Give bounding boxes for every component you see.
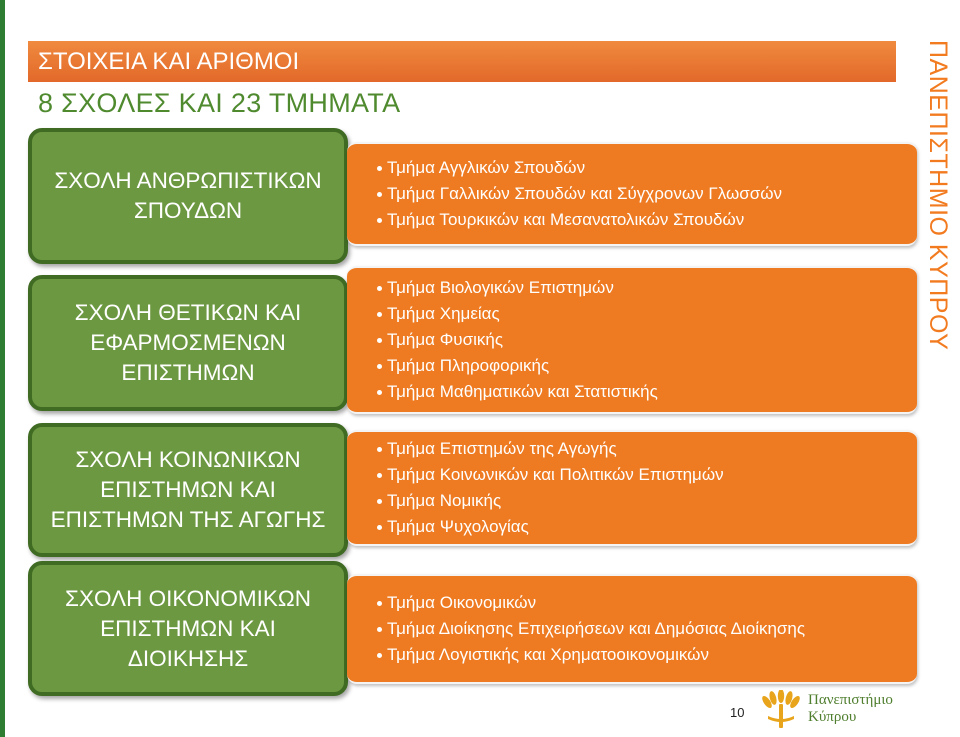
department-item: Τμήμα Βιολογικών Επιστημών xyxy=(377,275,917,301)
departments-box-social-sciences-education xyxy=(347,430,917,546)
page-title: ΣΤΟΙΧΕΙΑ ΚΑΙ ΑΡΙΘΜΟΙ xyxy=(38,48,300,75)
department-item: Τμήμα Τουρκικών και Μεσανατολικών Σπουδών xyxy=(377,207,917,233)
departments-box-humanities xyxy=(347,142,917,246)
school-box-social-sciences-education xyxy=(28,423,348,557)
department-item: Τμήμα Νομικής xyxy=(377,488,917,514)
school-name: ΣΧΟΛΗ ΟΙΚΟΝΟΜΙΚΩΝ ΕΠΙΣΤΗΜΩΝ ΚΑΙ ΔΙΟΙΚΗΣΗΣ xyxy=(65,585,311,671)
school-box-economics-management xyxy=(28,561,348,696)
departments-box-pure-applied-sciences xyxy=(347,266,917,414)
department-item: Τμήμα Ψυχολογίας xyxy=(377,514,917,540)
left-accent-strip xyxy=(0,0,5,737)
department-item: Τμήμα Πληροφορικής xyxy=(377,353,917,379)
department-item: Τμήμα Διοίκησης Επιχειρήσεων και Δημόσιας Διοίκησης xyxy=(377,616,917,642)
department-item: Τμήμα Επιστημών της Αγωγής xyxy=(377,436,917,462)
header-bar xyxy=(28,41,896,82)
university-vertical-title: ΠΑΝΕΠΙΣΤΗΜΙΟ ΚΥΠΡΟΥ xyxy=(924,40,952,351)
school-name: ΣΧΟΛΗ ΚΟΙΝΩΝΙΚΩΝ ΕΠΙΣΤΗΜΩΝ ΚΑΙ ΕΠΙΣΤΗΜΩΝ ΤΗΣ ΑΓΩΓΗΣ xyxy=(50,447,326,532)
university-logo xyxy=(758,690,958,732)
department-item: Τμήμα Λογιστικής και Χρηματοοικονομικών xyxy=(377,642,917,668)
department-item: Τμήμα Χημείας xyxy=(377,301,917,327)
school-box-pure-applied-sciences xyxy=(28,275,348,411)
page-number: 10 xyxy=(730,705,745,720)
school-name: ΣΧΟΛΗ ΘΕΤΙΚΩΝ ΚΑΙ ΕΦΑΡΜΟΣΜΕΝΩΝ ΕΠΙΣΤΗΜΩΝ xyxy=(74,300,302,385)
departments-box-economics-management xyxy=(347,574,917,684)
olive-branch-logo-icon xyxy=(758,690,804,732)
page-subtitle: 8 ΣΧΟΛΕΣ ΚΑΙ 23 ΤΜΗΜΑΤΑ xyxy=(38,88,401,118)
department-item: Τμήμα Αγγλικών Σπουδών xyxy=(377,155,917,181)
department-item: Τμήμα Γαλλικών Σπουδών και Σύγχρονων Γλωσσών xyxy=(377,181,917,207)
logo-line-1: Πανεπιστήμιο xyxy=(808,692,893,708)
school-name: ΣΧΟΛΗ ΑΝΘΡΩΠΙΣΤΙΚΩΝ ΣΠΟΥΔΩΝ xyxy=(54,168,322,223)
logo-text xyxy=(808,692,893,726)
logo-line-2: Κύπρου xyxy=(808,709,857,725)
department-item: Τμήμα Κοινωνικών και Πολιτικών Επιστημών xyxy=(377,462,917,488)
department-item: Τμήμα Οικονομικών xyxy=(377,590,917,616)
department-item: Τμήμα Φυσικής xyxy=(377,327,917,353)
department-item: Τμήμα Μαθηματικών και Στατιστικής xyxy=(377,379,917,405)
school-box-humanities xyxy=(28,128,348,264)
